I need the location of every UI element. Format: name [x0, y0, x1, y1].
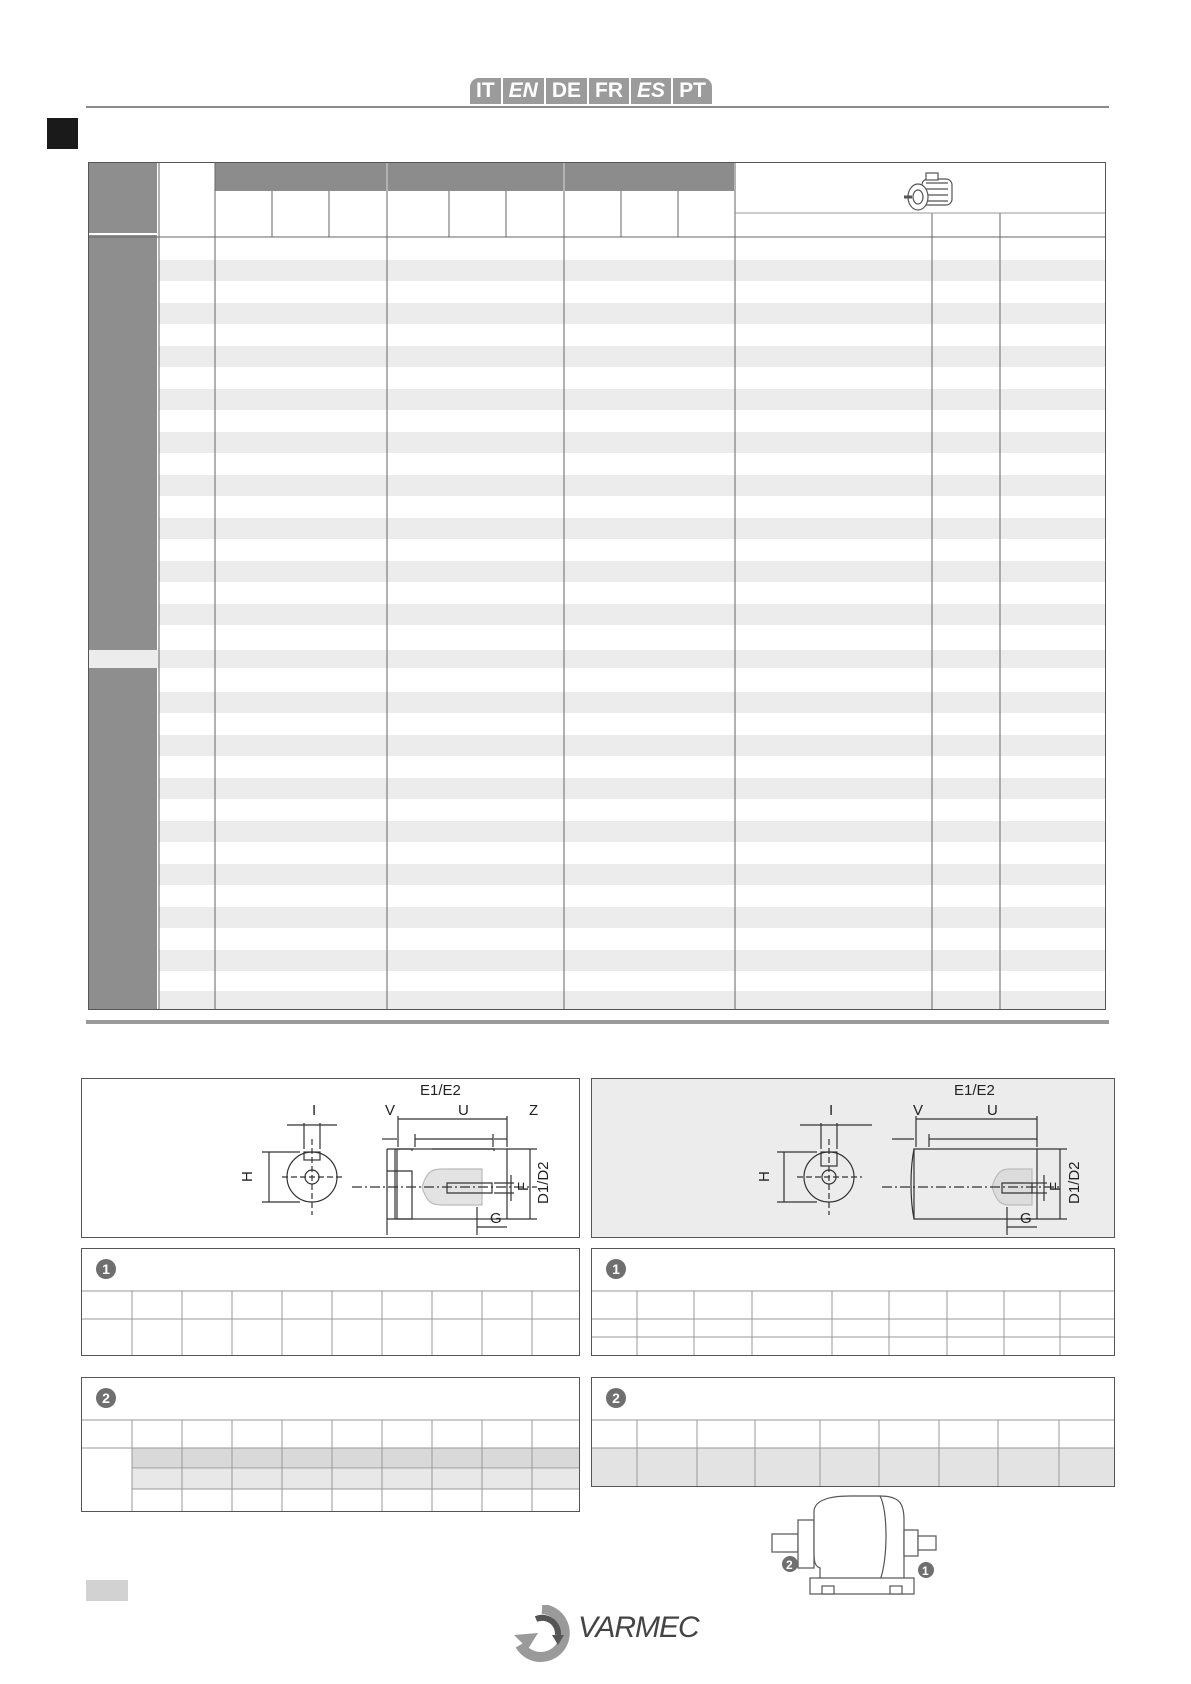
varmec-logo-icon	[512, 1605, 572, 1663]
label-h-right: H	[756, 1171, 773, 1182]
label-u-right: U	[987, 1102, 998, 1119]
label-v: V	[385, 1102, 396, 1119]
lang-tab-it[interactable]: IT	[470, 78, 501, 104]
lang-tab-pt[interactable]: PT	[673, 78, 712, 104]
shaft-drawing-left	[82, 1079, 579, 1237]
badge-1-right: 1	[606, 1259, 626, 1279]
header-rule	[86, 106, 1109, 108]
badge-2: 2	[96, 1388, 116, 1408]
table-grid	[89, 163, 1105, 1009]
gearbox-badge-1: 1	[922, 1564, 929, 1578]
label-g-right: G	[1020, 1210, 1032, 1227]
shaft-drawing-panel-left	[81, 1078, 580, 1238]
brand-logo	[512, 1605, 699, 1663]
table-grid	[82, 1249, 579, 1355]
label-e1e2-right: E1/E2	[954, 1082, 995, 1099]
label-i-right: I	[829, 1102, 834, 1119]
motor-icon	[904, 173, 952, 210]
table-bottom-rule	[86, 1020, 1109, 1024]
shaft-drawing-panel-right	[591, 1078, 1115, 1238]
page-number-tab	[86, 1580, 128, 1601]
shaft-drawing-right	[592, 1079, 1114, 1237]
label-i: I	[312, 1102, 317, 1119]
badge-1: 1	[96, 1259, 116, 1279]
output-shaft-table-right	[591, 1377, 1115, 1487]
input-shaft-table-right	[591, 1248, 1115, 1356]
gearbox-illustration	[770, 1490, 940, 1600]
output-shaft-table-left	[81, 1377, 580, 1512]
table-grid	[82, 1378, 579, 1511]
lang-tab-de[interactable]: DE	[546, 78, 587, 104]
gearbox-badge-2: 2	[786, 1558, 793, 1572]
label-g: G	[490, 1210, 502, 1227]
input-shaft-table-left	[81, 1248, 580, 1356]
performance-table	[88, 162, 1106, 1010]
label-h: H	[239, 1171, 256, 1182]
label-f-right: F	[1047, 1181, 1064, 1191]
brand-name: VARMEC	[578, 1611, 699, 1644]
table-grid	[592, 1249, 1114, 1355]
lang-tab-en[interactable]: EN	[503, 78, 544, 104]
label-d1d2: D1/D2	[535, 1161, 552, 1204]
label-e1e2: E1/E2	[420, 1082, 461, 1099]
label-z: Z	[529, 1102, 539, 1119]
badge-2-right: 2	[606, 1388, 626, 1408]
label-f: F	[515, 1181, 532, 1191]
section-marker	[47, 118, 78, 149]
table-grid	[592, 1378, 1114, 1486]
language-tabs	[470, 78, 712, 104]
lang-tab-fr[interactable]: FR	[589, 78, 629, 104]
lang-tab-es[interactable]: ES	[631, 78, 671, 104]
label-u: U	[458, 1102, 469, 1119]
label-d1d2-right: D1/D2	[1066, 1161, 1083, 1204]
label-v-right: V	[913, 1102, 924, 1119]
